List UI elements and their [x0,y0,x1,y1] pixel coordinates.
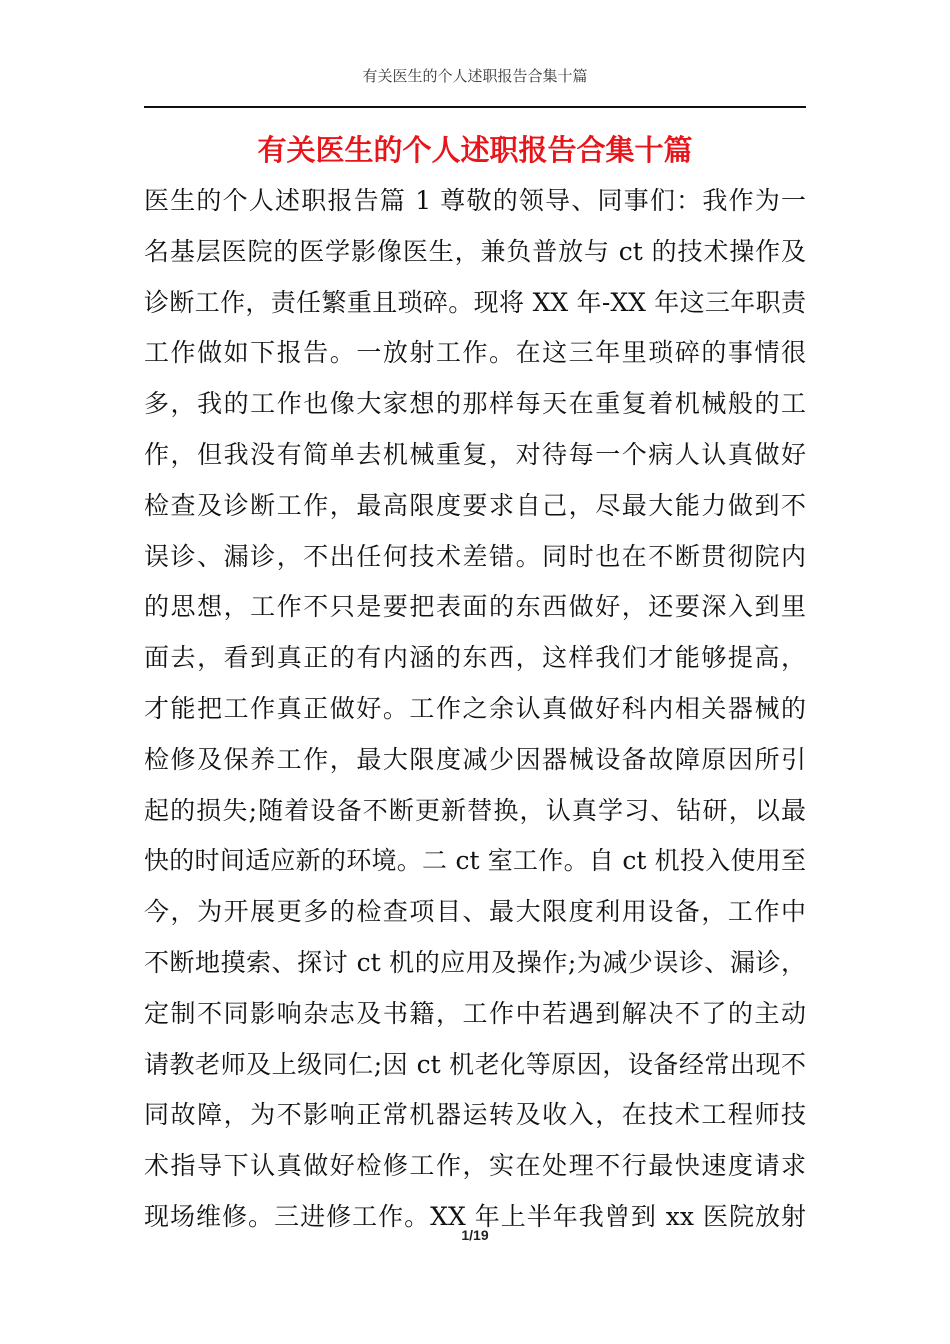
running-header: 有关医生的个人述职报告合集十篇 [362,67,588,85]
body-line: 诊断工作，责任繁重且琐碎。现将 XX 年-XX 年这三年职责 [144,287,806,317]
document-title: 有关医生的个人述职报告合集十篇 [257,133,693,167]
body-line: 术指导下认真做好检修工作，实在处理不行最快速度请求 [144,1151,806,1181]
page-number: 1/19 [461,1227,489,1243]
body-line: 快的时间适应新的环境。二 ct 室工作。自 ct 机投入使用至 [144,846,806,876]
body-line: 工作做如下报告。一放射工作。在这三年里琐碎的事情很 [144,338,806,368]
header-divider [144,106,806,108]
body-line: 名基层医院的医学影像医生，兼负普放与 ct 的技术操作及 [144,236,806,266]
body-line: 误诊、漏诊，不出任何技术差错。同时也在不断贯彻院内 [144,541,806,571]
body-line: 起的损失;随着设备不断更新替换，认真学习、钻研，以最 [144,795,806,825]
body-line: 检修及保养工作，最大限度减少因器械设备故障原因所引 [144,744,806,774]
body-line: 才能把工作真正做好。工作之余认真做好科内相关器械的 [144,693,806,723]
body-line: 今，为开展更多的检查项目、最大限度利用设备，工作中 [144,897,806,927]
body-line: 医生的个人述职报告篇 1 尊敬的领导、同事们：我作为一 [144,186,806,215]
body-line: 现场维修。三进修工作。XX 年上半年我曾到 xx 医院放射 [144,1201,806,1231]
document-body [144,176,806,1243]
body-line: 同故障，为不影响正常机器运转及收入，在技术工程师技 [144,1100,806,1130]
body-line: 请教老师及上级同仁;因 ct 机老化等原因，设备经常出现不 [144,1049,806,1079]
body-line: 检查及诊断工作，最高限度要求自己，尽最大能力做到不 [144,490,806,520]
body-line: 的思想，工作不只是要把表面的东西做好，还要深入到里 [144,592,806,622]
body-line: 作，但我没有简单去机械重复，对待每一个病人认真做好 [144,439,806,469]
body-line: 定制不同影响杂志及书籍，工作中若遇到解决不了的主动 [144,998,806,1028]
body-line: 面去，看到真正的有内涵的东西，这样我们才能够提高， [144,643,806,673]
body-line: 不断地摸索、探讨 ct 机的应用及操作;为减少误诊、漏诊， [144,947,806,977]
body-line: 多，我的工作也像大家想的那样每天在重复着机械般的工 [144,389,806,419]
